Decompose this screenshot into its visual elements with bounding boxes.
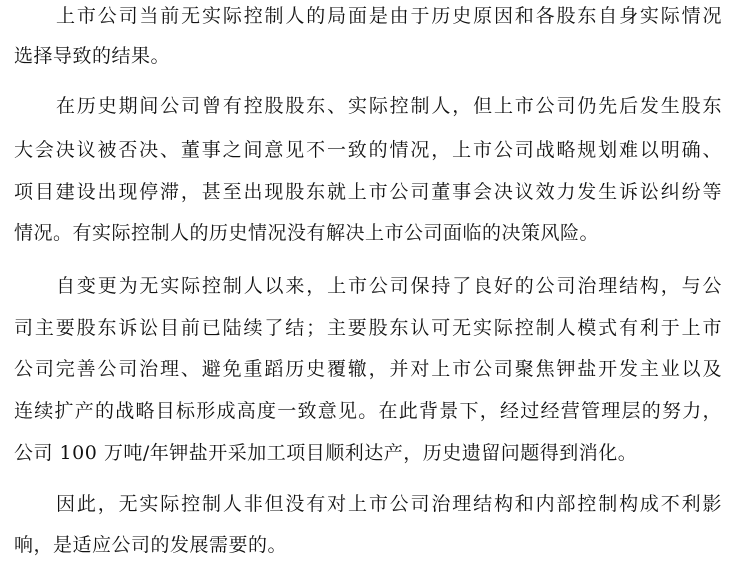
paragraph-4-line-2: 响，是适应公司的发展需要的。: [14, 534, 288, 556]
paragraph-3-line-4: 连续扩产的战略目标形成高度一致意见。在此背景下，经过经营管理层的努力，: [14, 400, 722, 422]
paragraph-2-line-2: 大会决议被否决、董事之间意见不一致的情况，上市公司战略规划难以明确、: [14, 139, 722, 161]
paragraph-3-line-5: 公司 100 万吨/年钾盐开采加工项目顺利达产，历史遗留问题得到消化。: [14, 442, 638, 464]
paragraph-3-line-3: 公司完善公司治理、避免重蹈历史覆辙，并对上市公司聚焦钾盐开发主业以及: [14, 358, 722, 380]
paragraph-2-line-4: 情况。有实际控制人的历史情况没有解决上市公司面临的决策风险。: [14, 222, 600, 244]
paragraph-1-line-2: 选择导致的结果。: [14, 45, 171, 67]
paragraph-3-line-1: 自变更为无实际控制人以来，上市公司保持了良好的公司治理结构，与公: [56, 275, 722, 297]
paragraph-1-line-1: 上市公司当前无实际控制人的局面是由于历史原因和各股东自身实际情况: [56, 5, 722, 27]
paragraph-2-line-3: 项目建设出现停滞，甚至出现股东就上市公司董事会决议效力发生诉讼纠纷等: [14, 181, 722, 203]
paragraph-3-line-2: 司主要股东诉讼目前已陆续了结；主要股东认可无实际控制人模式有利于上市: [14, 317, 722, 339]
paragraph-4-line-1: 因此，无实际控制人非但没有对上市公司治理结构和内部控制构成不利影: [56, 493, 722, 515]
paragraph-2-line-1: 在历史期间公司曾有控股股东、实际控制人，但上市公司仍先后发生股东: [56, 95, 722, 117]
